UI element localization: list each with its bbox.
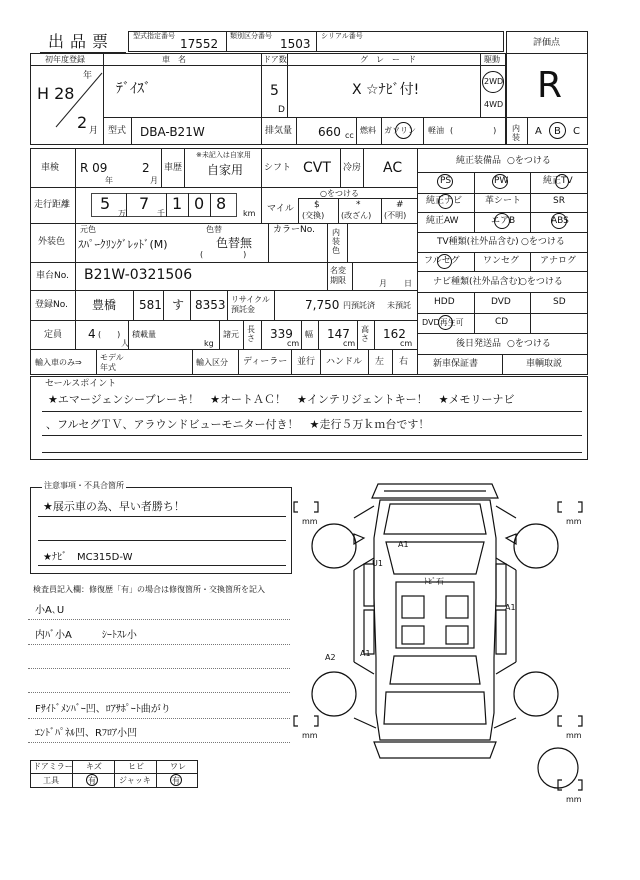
mileage-km: km xyxy=(243,209,256,218)
equip-aw: 純正AW xyxy=(426,216,459,226)
handle-right: 右 xyxy=(399,357,409,367)
tamper-label: (改ざん) xyxy=(341,211,372,220)
orig-color-label: 元色 xyxy=(80,225,96,234)
door-front-left xyxy=(364,564,374,606)
recycle-amount: 7,750 xyxy=(305,298,340,312)
drive-2wd: 2WD xyxy=(484,77,504,86)
later-manual: 車輌取説 xyxy=(526,359,563,369)
grade: X ☆ﾅﾋﾞ付! xyxy=(352,82,420,98)
equip-ps-circle xyxy=(437,174,453,189)
car-body xyxy=(374,500,496,740)
reg-label: 登録No. xyxy=(35,300,68,310)
equip-airbag: エアB xyxy=(491,216,516,226)
color-paren: ( ) xyxy=(200,250,247,259)
displacement: 660 xyxy=(318,125,341,139)
import-dealer: ディーラー xyxy=(243,357,288,367)
deadline-month: 月 xyxy=(379,279,387,288)
inspection-month-unit: 月 xyxy=(150,176,158,185)
equip-pw-circle xyxy=(492,174,508,189)
load-label: 積載量 xyxy=(132,330,156,339)
chassis-number: B21W-0321506 xyxy=(84,267,193,283)
hood xyxy=(384,504,486,534)
color-label: 外装色 xyxy=(38,237,66,247)
history-note: ※未記入は自家用 xyxy=(196,151,251,159)
tv-title: TV種類(社外品含む) xyxy=(437,237,519,247)
legend-break: ワレ xyxy=(170,762,186,771)
mileage-sen: 千 xyxy=(157,209,165,218)
import-label: 輸入車のみ⇒ xyxy=(35,358,82,367)
unknown-symbol: # xyxy=(396,200,404,210)
height-unit: cm xyxy=(400,339,413,348)
interior-label: 内装 xyxy=(512,124,520,142)
trunk xyxy=(384,692,486,724)
interior-a: A xyxy=(535,126,542,137)
length-unit: cm xyxy=(287,339,300,348)
damage-mark-a1-rear: A1 xyxy=(360,649,371,658)
doors-label: ドア数 xyxy=(263,55,287,64)
model: DBA-B21W xyxy=(140,125,205,139)
chassis-label: 車台No. xyxy=(36,271,69,281)
fuel-diesel: 軽油 xyxy=(428,126,444,135)
length-label: 長さ xyxy=(247,325,255,343)
mm-front-left: mm xyxy=(302,517,318,526)
inspector-line-2: 内ﾊﾞ小A ｼｰﾄｽﾚ小 xyxy=(35,630,137,641)
dim-label: 諸元 xyxy=(223,330,239,339)
equip-sr: SR xyxy=(553,196,565,206)
sales-label: セールスポイント xyxy=(45,379,117,389)
nav-dvd-play: DVD再生可 xyxy=(422,318,464,327)
import-div-label: 輸入区分 xyxy=(196,358,228,367)
car-damage-diagram xyxy=(290,478,590,818)
tv-oneseg: ワンセグ xyxy=(483,256,520,266)
width-unit: cm xyxy=(343,339,356,348)
damage-mark-chip: ﾄﾋﾞ石 xyxy=(424,577,444,586)
load-unit: kg xyxy=(204,339,214,348)
inspector-line-1: 小A､U xyxy=(35,605,65,616)
mileage-man: 万 xyxy=(118,209,126,218)
mile-label: マイル xyxy=(267,204,294,214)
model-label: 型式 xyxy=(108,126,127,136)
recycle-unit: 円預託済 xyxy=(343,301,375,310)
inspection-month: 2 xyxy=(142,161,150,175)
equip-abs: ABS xyxy=(551,216,569,226)
tire-rear-left xyxy=(312,672,356,716)
nav-note: ○をつける xyxy=(519,277,563,287)
fuel-gasoline: ガソリン xyxy=(384,126,416,135)
history-label: 車歴 xyxy=(164,163,183,173)
equip-navi-circle xyxy=(438,194,453,209)
handle-label: ハンドル xyxy=(326,357,363,367)
equip-tv-circle xyxy=(555,174,569,189)
legend-jack-circle xyxy=(170,774,182,786)
tv-analog: アナログ xyxy=(540,256,577,266)
capacity-unit: 人 xyxy=(121,339,129,348)
interior-color-label: 内装色 xyxy=(332,228,340,255)
capacity-label: 定員 xyxy=(44,330,63,340)
notes-line-1: ★展示車の為、早い者勝ち！ xyxy=(43,500,185,513)
rear-glass xyxy=(390,656,480,684)
later-title: 後日発送品 xyxy=(456,339,502,349)
orig-color: ｽﾊﾟｰｸﾘﾝｸﾞﾚｯﾄﾞ(M) xyxy=(78,238,168,251)
damage-mark-a2: A2 xyxy=(325,653,336,662)
mm-front-right: mm xyxy=(566,517,582,526)
color-change-label: 色替 xyxy=(206,225,222,234)
legend-jack: ジャッキ xyxy=(119,776,151,785)
height: 162 xyxy=(383,327,406,341)
rating-value: R xyxy=(537,65,563,106)
mm-rear-right: mm xyxy=(566,731,582,740)
legend-mirror: ドアミラー xyxy=(33,762,73,771)
tv-fullseg: フルセグ xyxy=(424,256,460,266)
first-reg-month: 2 xyxy=(77,113,88,132)
equipment-title: 純正装備品 xyxy=(456,156,502,166)
tire-front-left xyxy=(312,524,356,568)
nav-dvd: DVD xyxy=(491,297,511,307)
door-rear-left xyxy=(364,610,374,654)
car-name: ﾃﾞｲｽﾞ xyxy=(116,81,151,97)
interior-c: C xyxy=(573,126,580,137)
type-no-label: 型式指定番号 xyxy=(133,32,175,40)
sales-line-1: ★エマージェンシーブレーキ！ ★オートＡＣ！ ★インテリジェントキー！ ★メモリーナビ xyxy=(48,393,515,406)
tv-note: ○をつける xyxy=(521,237,565,247)
category-no: 1503 xyxy=(280,37,311,51)
nav-hdd: HDD xyxy=(434,297,455,307)
nav-dvd-play-circle xyxy=(438,315,453,330)
first-reg-era: H 28 xyxy=(37,84,75,103)
mileage-digit-4: 0 xyxy=(194,194,205,213)
fuel-other: ( ) xyxy=(450,126,497,135)
fuel-label: 燃料 xyxy=(360,126,376,135)
handle-left: 左 xyxy=(375,357,385,367)
history: 自家用 xyxy=(207,163,244,177)
tire-front-right xyxy=(514,524,558,568)
shift-label: シフト xyxy=(264,163,292,173)
rating-label: 評価点 xyxy=(533,38,561,48)
car-name-label: 車 名 xyxy=(162,55,186,64)
recycle-unpaid: 未預託 xyxy=(387,301,411,310)
nav-title: ナビ種類(社外品含む) xyxy=(433,277,522,287)
drive-label: 駆動 xyxy=(484,55,500,64)
exchange-label: (交換) xyxy=(302,211,325,220)
reg-area: 豊橋 xyxy=(92,298,117,312)
legend-jack-yes: 有 xyxy=(172,776,180,785)
doors: 5 xyxy=(270,83,279,99)
tv-fullseg-circle xyxy=(437,254,452,269)
equip-tv: 純正TV xyxy=(543,176,573,186)
ac-label: 冷房 xyxy=(343,163,362,173)
doors-suffix: D xyxy=(278,105,285,115)
legend-tool-yes: 有 xyxy=(88,776,96,785)
form-title: 出品票 xyxy=(48,32,115,51)
drive-2wd-circle xyxy=(482,71,504,93)
door-front-right xyxy=(496,564,506,606)
shift: CVT xyxy=(303,160,331,176)
notes-line-2: ★ﾅﾋﾞ MC315D-W xyxy=(43,552,133,563)
mm-spare: mm xyxy=(566,795,582,804)
grade-label: グ レ ー ド xyxy=(360,55,416,64)
interior-b: B xyxy=(554,126,561,137)
mileage-label: 走行距離 xyxy=(34,200,71,210)
width-label: 幅 xyxy=(305,330,313,339)
equip-pw: PW xyxy=(494,176,509,186)
color-change: 色替無 xyxy=(216,236,253,250)
damage-mark-a1-windshield: A1 xyxy=(398,540,409,549)
inspection-label: 車検 xyxy=(41,163,60,173)
deadline-day: 日 xyxy=(404,279,412,288)
roof xyxy=(396,582,474,648)
damage-mark-u1: U1 xyxy=(372,559,383,568)
mm-rear-left: mm xyxy=(302,731,318,740)
inspector-line-6: ｴﾝﾄﾞﾊﾟﾈﾙ凹、Rﾌﾛｱ小凹 xyxy=(35,728,137,739)
reg-class: 581 xyxy=(139,298,162,312)
model-year-label: モデル年式 xyxy=(100,353,124,372)
inspection-era: R 09 xyxy=(80,161,108,175)
inspector-label: 検査員記入欄：修復歴「有」の場合は修復箇所・交換箇所を記入 xyxy=(33,585,265,594)
equipment-note: ○をつける xyxy=(507,156,551,166)
inspection-year-unit: 年 xyxy=(105,176,113,185)
mileage-digit-1: 5 xyxy=(100,194,111,213)
drive-4wd: 4WD xyxy=(484,100,504,109)
height-label: 高さ xyxy=(361,325,369,343)
equip-leather: 革シート xyxy=(485,196,522,206)
legend-crack: ヒビ xyxy=(128,762,144,771)
interior-b-circle xyxy=(549,122,566,139)
inspector-line-5: Fｻｲﾄﾞﾒﾝﾊﾞｰ凹、ﾛｱｻﾎﾟｰﾄ曲がり xyxy=(35,704,171,715)
equip-ps: PS xyxy=(440,176,452,186)
category-label: 類別区分番号 xyxy=(230,32,272,40)
legend-tool: 工具 xyxy=(43,776,59,785)
year-unit: 年 xyxy=(83,71,93,81)
fuel-gasoline-circle xyxy=(395,122,412,139)
notes-label: 注意事項・不具合箇所 xyxy=(44,481,124,490)
door-rear-right xyxy=(496,610,506,654)
mileage-digit-5: 8 xyxy=(216,194,227,213)
first-reg-label: 初年度登録 xyxy=(45,55,85,64)
nav-sd: SD xyxy=(553,297,566,307)
displacement-label: 排気量 xyxy=(265,126,293,136)
equip-abs-circle xyxy=(551,213,567,229)
capacity-paren: ( ) xyxy=(98,330,121,339)
mileage-digit-2: 7 xyxy=(139,194,150,213)
width: 147 xyxy=(327,327,350,341)
month-unit: 月 xyxy=(89,126,99,136)
length: 339 xyxy=(270,327,293,341)
cc-unit: cc xyxy=(345,131,354,140)
exchange-symbol: $ xyxy=(314,200,320,210)
sales-line-2: 、フルセグＴＶ、アラウンドビューモニター付き！ ★走行５万ｋｍ台です！ xyxy=(46,418,430,431)
type-no: 17552 xyxy=(180,37,219,51)
mileage-digit-3: 1 xyxy=(172,194,183,213)
name-change-label: 名変期限 xyxy=(330,266,346,285)
later-note: ○をつける xyxy=(507,339,551,349)
mileage-mark-note: ○をつける xyxy=(320,189,359,198)
import-parallel: 並行 xyxy=(297,357,316,367)
legend-scratch: キズ xyxy=(86,762,102,771)
nav-cd: CD xyxy=(495,317,509,327)
legend-tool-circle xyxy=(86,774,98,786)
reg-kana: す xyxy=(172,298,185,312)
capacity: 4 xyxy=(88,327,96,341)
reg-number: 8353 xyxy=(195,298,226,312)
recycle-label: リサイクル預託金 xyxy=(231,295,270,314)
equip-navi: 純正ナビ xyxy=(426,196,463,206)
damage-mark-a1-right: A1 xyxy=(505,603,516,612)
equip-airbag-circle xyxy=(494,213,510,229)
later-warranty: 新車保証書 xyxy=(433,359,479,369)
color-no-label: カラーNo. xyxy=(273,225,315,235)
ac: AC xyxy=(383,160,403,176)
tire-rear-right xyxy=(514,672,558,716)
unknown-label: (不明) xyxy=(384,211,407,220)
rear-bumper xyxy=(374,742,496,758)
tamper-symbol: * xyxy=(356,200,361,210)
serial-label: シリアル番号 xyxy=(321,32,363,40)
